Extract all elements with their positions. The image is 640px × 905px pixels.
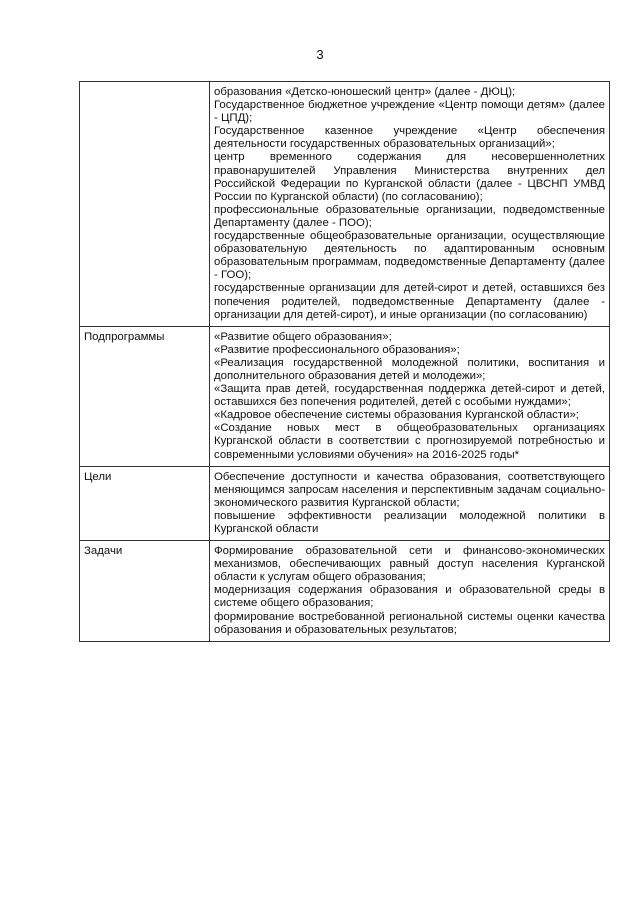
row-content [210, 466, 610, 540]
content-line: модернизация содержания образования и образовательной среды в системе общего образования; [214, 584, 605, 610]
row-label [80, 82, 210, 327]
content-line: формирование востребованной региональной системы оценки качества образования и образовательных результатов; [214, 610, 605, 636]
content-line: Государственное бюджетное учреждение «Центр помощи детям» (далее - ЦПД); [214, 99, 605, 125]
table-row [80, 466, 610, 540]
passport-table [79, 81, 610, 642]
table-row [80, 82, 610, 327]
content-line: «Кадровое обеспечение системы образования Курганской области»; [214, 409, 579, 422]
content-line: «Развитие профессионального образования»; [214, 343, 460, 356]
page-number: 3 [316, 47, 324, 62]
row-label: Задачи [80, 541, 210, 642]
content-line: повышение эффективности реализации молодежной политики в Курганской области [214, 509, 605, 535]
content-line: «Реализация государственной молодежной политики, воспитания и дополнительного образования детей и молодежи»; [214, 356, 605, 382]
content-line: «Создание новых мест в общеобразовательных организациях Курганской области в соответствии с прогнозируемой потребностью и современными условиями обучения» на 2016-2025 годы* [214, 422, 605, 461]
content-line: профессиональные образовательные организации, подведомственные Департаменту (далее - ПОО); [214, 203, 605, 229]
content-line: образования «Детско-юношеский центр» (далее - ДЮЦ); [214, 86, 516, 98]
content-line: Обеспечение доступности и качества образования, соответствующего меняющимся запросам населения и перспективным задачам социально-экономического развития Курганской области; [214, 470, 605, 509]
content-line: Государственное казенное учреждение «Центр обеспечения деятельности государственных образовательных организаций»; [214, 125, 605, 151]
table-row [80, 541, 610, 642]
content-line: государственные общеобразовательные организации, осуществляющие образовательную деятельность по адаптированным основным образовательным программам, подведомственные Департаменту (далее - ГОО); [214, 230, 605, 282]
content-line: Формирование образовательной сети и финансово-экономических механизмов, обеспечивающих равный доступ населения Курганской области к услугам общего образования; [214, 545, 605, 584]
row-label: Подпрограммы [80, 326, 210, 466]
row-content [210, 541, 610, 642]
row-content [210, 326, 610, 466]
content-line: «Защита прав детей, государственная поддержка детей-сирот и детей, оставшихся без попечения родителей, детей с особыми нуждами»; [214, 383, 605, 409]
content-line: центр временного содержания для несовершеннолетних правонарушителей Управления Министерства внутренних дел Российской Федерации по Курганской области (далее - ЦВСНП УМВД России по Курганской области) (по согласованию); [214, 151, 605, 203]
row-label: Цели [80, 466, 210, 540]
content-line: «Развитие общего образования»; [214, 330, 392, 343]
content-line: государственные организации для детей-сирот и детей, оставшихся без попечения родителей, подведомственные Департаменту (далее - организации для детей-сирот), и иные организации (по согласованию) [214, 282, 605, 321]
row-content [210, 82, 610, 327]
table-row [80, 326, 610, 466]
